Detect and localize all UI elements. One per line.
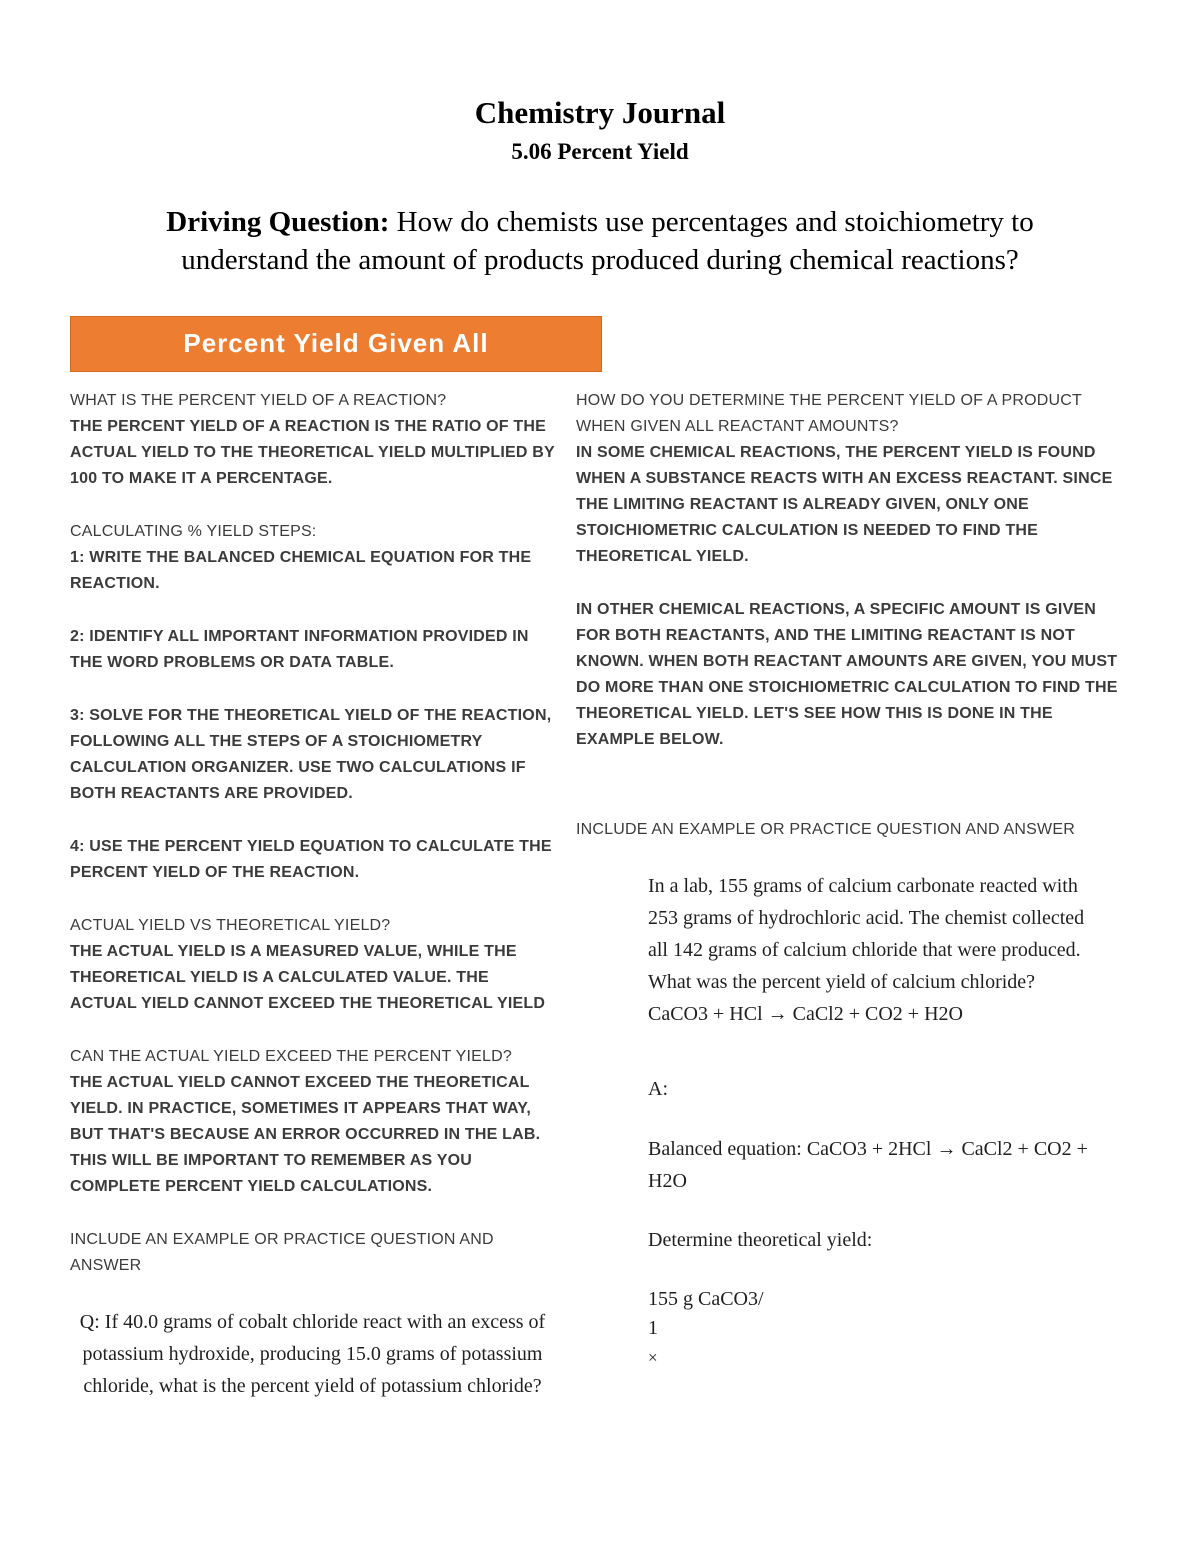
driving-question-label: Driving Question: <box>166 206 390 238</box>
right-section-both-reactants <box>576 597 1130 753</box>
section-banner <box>70 316 602 372</box>
section-answer: 4: USE THE PERCENT YIELD EQUATION TO CALCULATE THE PERCENT YIELD OF THE REACTION. <box>70 837 552 881</box>
example-fraction-denominator: 1 <box>648 1316 658 1339</box>
body-columns <box>70 388 1130 1402</box>
section-answer: THE ACTUAL YIELD CANNOT EXCEED THE THEORETICAL YIELD. IN PRACTICE, SOMETIMES IT APPEARS THAT WAY, BUT THAT'S BECAUSE AN ERROR OCCURRED IN THE LAB. THIS WILL BE IMPORTANT TO REMEMBER AS YOU COMPLETE PERCENT YIELD CALCULATIONS. <box>70 1073 541 1195</box>
right-section-given-all <box>576 388 1130 570</box>
section-answer: THE ACTUAL YIELD IS A MEASURED VALUE, WHILE THE THEORETICAL YIELD IS A CALCULATED VALUE. THE ACTUAL YIELD CANNOT EXCEED THE THEORETICAL YIELD <box>70 942 546 1012</box>
left-section-include-example <box>70 1227 555 1279</box>
page-title: Chemistry Journal <box>474 95 726 130</box>
page-subtitle: 5.06 Percent Yield <box>511 139 689 164</box>
section-answer: THE PERCENT YIELD OF A REACTION IS THE RATIO OF THE ACTUAL YIELD TO THE THEORETICAL YIELD MULTIPLIED BY 100 TO MAKE IT A PERCENTAGE. <box>70 417 555 487</box>
left-section-percent-yield <box>70 388 555 492</box>
section-question: ACTUAL YIELD VS THEORETICAL YIELD? <box>70 916 391 934</box>
section-answer: IN SOME CHEMICAL REACTIONS, THE PERCENT YIELD IS FOUND WHEN A SUBSTANCE REACTS WITH AN EXCESS REACTANT. SINCE THE LIMITING REACTANT IS ALREADY GIVEN, ONLY ONE STOICHIOMETRIC CALCULATION IS NEEDED TO FIND THE THEORETICAL YIELD. <box>576 443 1113 565</box>
example-step-label: Determine theoretical yield: <box>648 1228 873 1251</box>
right-example <box>648 870 1100 1368</box>
left-example-question: Q: If 40.0 grams of cobalt chloride react with an excess of potassium hydroxide, producing 15.0 grams of potassium chloride, what is the percent yield of potassium chloride? <box>79 1310 546 1397</box>
driving-question <box>70 203 1130 280</box>
left-section-steps-2 <box>70 624 555 676</box>
right-section-include-example <box>576 817 1130 843</box>
left-column <box>70 388 555 1402</box>
driving-question-text: How do chemists use percentages and stoichiometry to understand the amount of products produced during chemical reactions? <box>181 206 1034 277</box>
example-fraction-numerator: 155 g CaCO3/ <box>648 1287 764 1310</box>
section-banner-title: Percent Yield Given All <box>183 327 489 358</box>
section-answer: 1: WRITE THE BALANCED CHEMICAL EQUATION FOR THE REACTION. <box>70 548 532 592</box>
example-multiplication-sign: × <box>648 1347 658 1367</box>
section-question: INCLUDE AN EXAMPLE OR PRACTICE QUESTION AND ANSWER <box>70 1230 494 1274</box>
example-balanced-equation: Balanced equation: CaCO3 + 2HCl → CaCl2 + CO2 + H2O <box>648 1137 1088 1192</box>
example-equation: CaCO3 + HCl → CaCl2 + CO2 + H2O <box>648 1002 963 1025</box>
left-section-steps-4 <box>70 834 555 886</box>
section-answer: IN OTHER CHEMICAL REACTIONS, A SPECIFIC AMOUNT IS GIVEN FOR BOTH REACTANTS, AND THE LIMITING REACTANT IS NOT KNOWN. WHEN BOTH REACTANT AMOUNTS ARE GIVEN, YOU MUST DO MORE THAN ONE STOICHIOMETRIC CALCULATION TO FIND THE THEORETICAL YIELD. LET'S SEE HOW THIS IS DONE IN THE EXAMPLE BELOW. <box>576 600 1118 748</box>
example-problem-text: In a lab, 155 grams of calcium carbonate reacted with 253 grams of hydrochloric acid. The chemist collected all 142 grams of calcium chloride that were produced. What was the percent yield of calcium chloride? <box>648 874 1085 993</box>
left-section-exceed-question <box>70 1044 555 1200</box>
section-question: INCLUDE AN EXAMPLE OR PRACTICE QUESTION AND ANSWER <box>576 820 1075 838</box>
left-section-steps-3 <box>70 703 555 807</box>
left-section-actual-vs-theoretical <box>70 913 555 1017</box>
section-question: HOW DO YOU DETERMINE THE PERCENT YIELD OF A PRODUCT WHEN GIVEN ALL REACTANT AMOUNTS? <box>576 391 1082 435</box>
right-column <box>576 388 1130 1368</box>
left-section-steps-1 <box>70 519 555 597</box>
section-answer: 3: SOLVE FOR THE THEORETICAL YIELD OF THE REACTION, FOLLOWING ALL THE STEPS OF A STOICHIOMETRY CALCULATION ORGANIZER. USE TWO CALCULATIONS IF BOTH REACTANTS ARE PROVIDED. <box>70 706 552 802</box>
section-question: WHAT IS THE PERCENT YIELD OF A REACTION? <box>70 391 447 409</box>
example-answer-label: A: <box>648 1077 668 1100</box>
section-answer: 2: IDENTIFY ALL IMPORTANT INFORMATION PROVIDED IN THE WORD PROBLEMS OR DATA TABLE. <box>70 627 529 671</box>
section-question: CAN THE ACTUAL YIELD EXCEED THE PERCENT YIELD? <box>70 1047 512 1065</box>
section-question: CALCULATING % YIELD STEPS: <box>70 522 317 540</box>
